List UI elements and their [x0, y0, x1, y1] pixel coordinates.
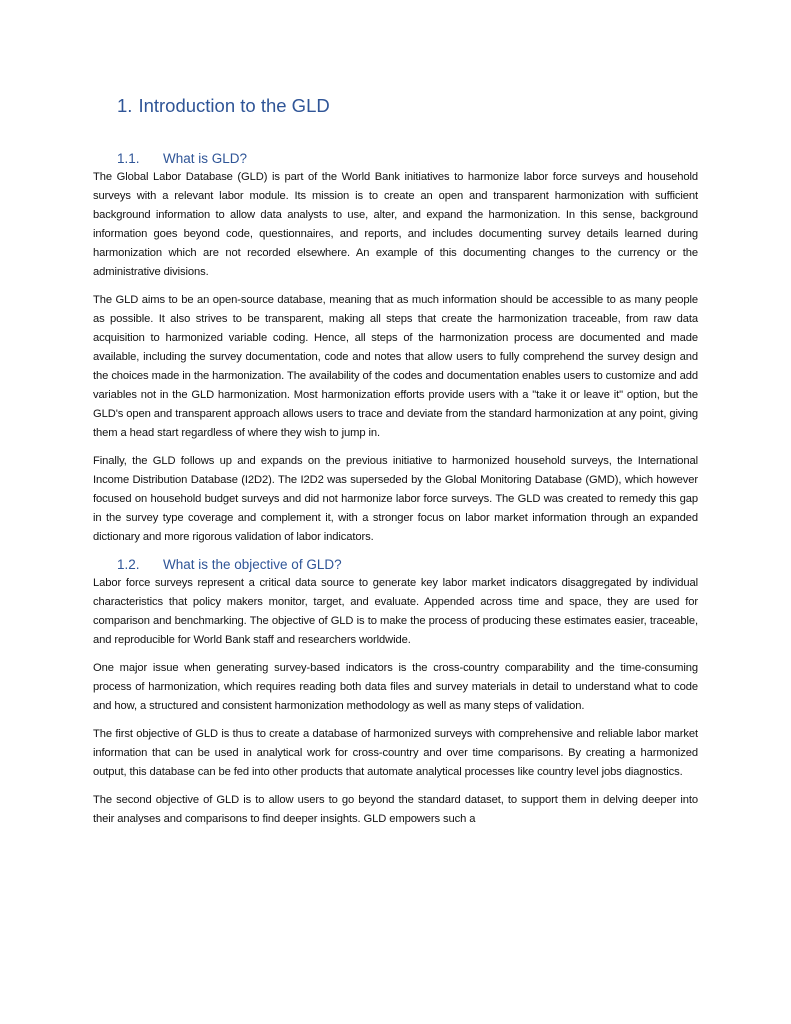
section-1-1-heading [117, 150, 698, 168]
section-1-2-heading [117, 556, 698, 574]
paragraph: The second objective of GLD is to allow users to go beyond the standard dataset, to support them in delving deeper into their analyses and comparisons to find deeper insights. GLD empowers such a [93, 794, 698, 825]
paragraph: One major issue when generating survey-based indicators is the cross-country comparability and the time-consuming process of harmonization, which requires reading both data files and survey materials in detail to understand what to code and how, a structured and consistent harmonization methodology as well as many steps of validation. [93, 662, 698, 712]
section-1-title: Introduction to the GLD [138, 95, 330, 116]
section-1-number: 1. [117, 95, 133, 116]
paragraph: Labor force surveys represent a critical data source to generate key labor market indicators disaggregated by individual characteristics that policy makers monitor, target, and evaluate. Appended across time and space, they are used for comparison and benchmarking. The objective of GLD is to make the process of producing these estimates easier, traceable, and reproducible for World Bank staff and researchers worldwide. [93, 577, 698, 646]
paragraph: The Global Labor Database (GLD) is part of the World Bank initiatives to harmonize labor force surveys and household surveys with a relevant labor module. Its mission is to create an open and transparent harmonization with sufficient background information to allow data analysts to use, alter, and expand the harmonization. In this sense, background information goes beyond code, questionnaires, and reports, and includes documenting survey details learned during harmonization which are not recorded elsewhere. An example of this documenting changes to the currency or the administrative divisions. [93, 171, 698, 278]
section-1-1-number: 1.1. [117, 151, 140, 166]
section-1-2-title: What is the objective of GLD? [163, 557, 342, 572]
section-1-2-number: 1.2. [117, 557, 140, 572]
page-content [93, 94, 698, 829]
paragraph: The GLD aims to be an open-source database, meaning that as much information should be accessible to as many people as possible. It also strives to be transparent, making all steps that create the harmonization traceable, from raw data acquisition to harmonized variable coding. Hence, all steps of the harmonization process are documented and made available, including the survey documentation, code and notes that allow users to fully comprehend the survey design and the choices made in the harmonization. The availability of the codes and documentation enables users to customize and add variables not in the GLD harmonization. Most harmonization efforts provide users with a "take it or leave it" option, but the GLD's open and transparent approach allows users to trace and deviate from the standard harmonization at any point, giving them a head start regardless of where they wish to jump in. [93, 294, 698, 439]
section-1-heading [117, 94, 698, 118]
paragraph: Finally, the GLD follows up and expands on the previous initiative to harmonized household surveys, the International Income Distribution Database (I2D2). The I2D2 was superseded by the Global Monitoring Database (GMD), which however focused on household budget surveys and did not harmonize labor force surveys. The GLD was created to remedy this gap in the survey type coverage and complement it, with a stronger focus on labor market information through an expanded dictionary and more rigorous validation of labor indicators. [93, 455, 698, 543]
section-1-1-title: What is GLD? [163, 151, 248, 166]
paragraph: The first objective of GLD is thus to create a database of harmonized surveys with comprehensive and reliable labor market information that can be used in analytical work for cross-country and over time comparisons. By creating a harmonized output, this database can be fed into other products that automate analytical processes like country level jobs diagnostics. [93, 728, 698, 778]
